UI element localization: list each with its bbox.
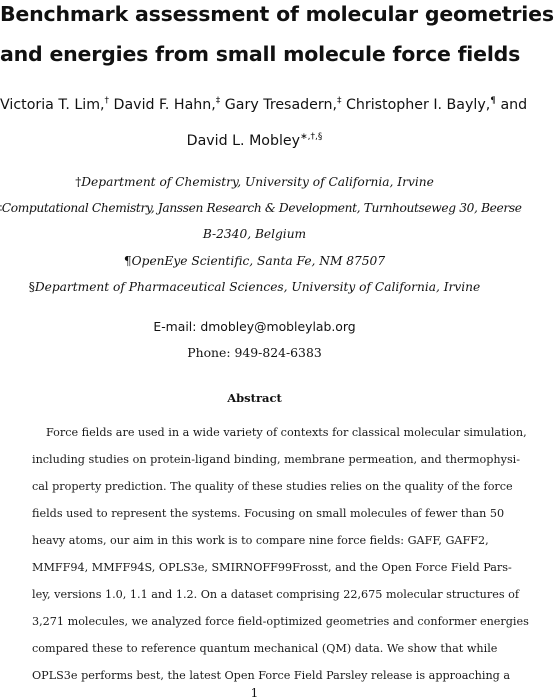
email-address[interactable]: dmobley@mobleylab.org [200,319,356,334]
email-line [0,319,509,334]
affiliation-text: Department of Pharmaceutical Sciences, University of California, Irvine [34,280,481,294]
affiliation-mark: † [104,96,110,106]
affiliation-2 [0,201,522,215]
abstract-line: including studies on protein-ligand binding, membrane permeation, and thermophysi- [32,453,521,466]
email-label: E-mail: [153,319,197,334]
author-name: David F. Hahn, [109,97,216,113]
affiliation-mark: ‡ [336,96,342,106]
affiliation-text: OpenEye Scientific, Santa Fe, NM 87507 [131,254,386,268]
affiliation-4 [0,280,509,294]
abstract-heading: Abstract [227,391,282,405]
abstract-line: MMFF94, MMFF94S, OPLS3e, SMIRNOFF99Frosst, and the Open Force Field Pars- [32,561,512,574]
author-name: Christopher I. Bayly, [341,97,491,113]
abstract-line: Force fields are used in a wide variety of contexts for classical molecular simulation, [46,426,527,439]
affiliation-3 [0,254,509,268]
paper-title-line-1: Benchmark assessment of molecular geometries [0,2,554,26]
author-list-line-2 [0,133,509,149]
abstract-line: fields used to represent the systems. Focusing on small molecules of fewer than 50 [32,507,505,520]
author-name: Gary Tresadern, [220,97,337,113]
affiliation-mark: § [28,280,35,294]
affiliation-1 [0,175,509,189]
author-conjunction: and [495,97,528,113]
abstract-line: OPLS3e performs best, the latest Open Force Field Parsley release is approaching a [32,669,511,682]
affiliation-text: Computational Chemistry, Janssen Research & Development, Turnhoutseweg 30, Beerse [1,201,522,215]
abstract-line: compared these to reference quantum mechanical (QM) data. We show that while [32,642,498,655]
affiliation-mark: ∗,†,§ [300,132,323,142]
affiliation-mark: † [75,175,82,189]
phone-label: Phone: [187,345,231,360]
author-name: David L. Mobley [186,133,301,149]
affiliation-mark: ¶ [490,96,496,106]
page-number: 1 [250,686,259,700]
author-name: Victoria T. Lim, [0,97,105,113]
author-list-line-1 [0,96,528,113]
phone-number: 949-824-6383 [234,345,322,360]
abstract-line: cal property prediction. The quality of these studies relies on the quality of the force [32,480,513,493]
affiliation-2-continued: B-2340, Belgium [202,227,307,241]
abstract-line: heavy atoms, our aim in this work is to compare nine force fields: GAFF, GAFF2, [32,534,489,547]
affiliation-text: Department of Chemistry, University of California, Irvine [81,175,434,189]
affiliation-mark: ¶ [123,254,132,268]
paper-title-line-2: and energies from small molecule force fields [0,42,521,66]
abstract-line: ley, versions 1.0, 1.1 and 1.2. On a dataset comprising 22,675 molecular structures of [32,588,520,601]
phone-line [0,345,509,360]
abstract-line: 3,271 molecules, we analyzed force field-optimized geometries and conformer energies [32,615,529,628]
affiliation-mark: ‡ [215,96,221,106]
